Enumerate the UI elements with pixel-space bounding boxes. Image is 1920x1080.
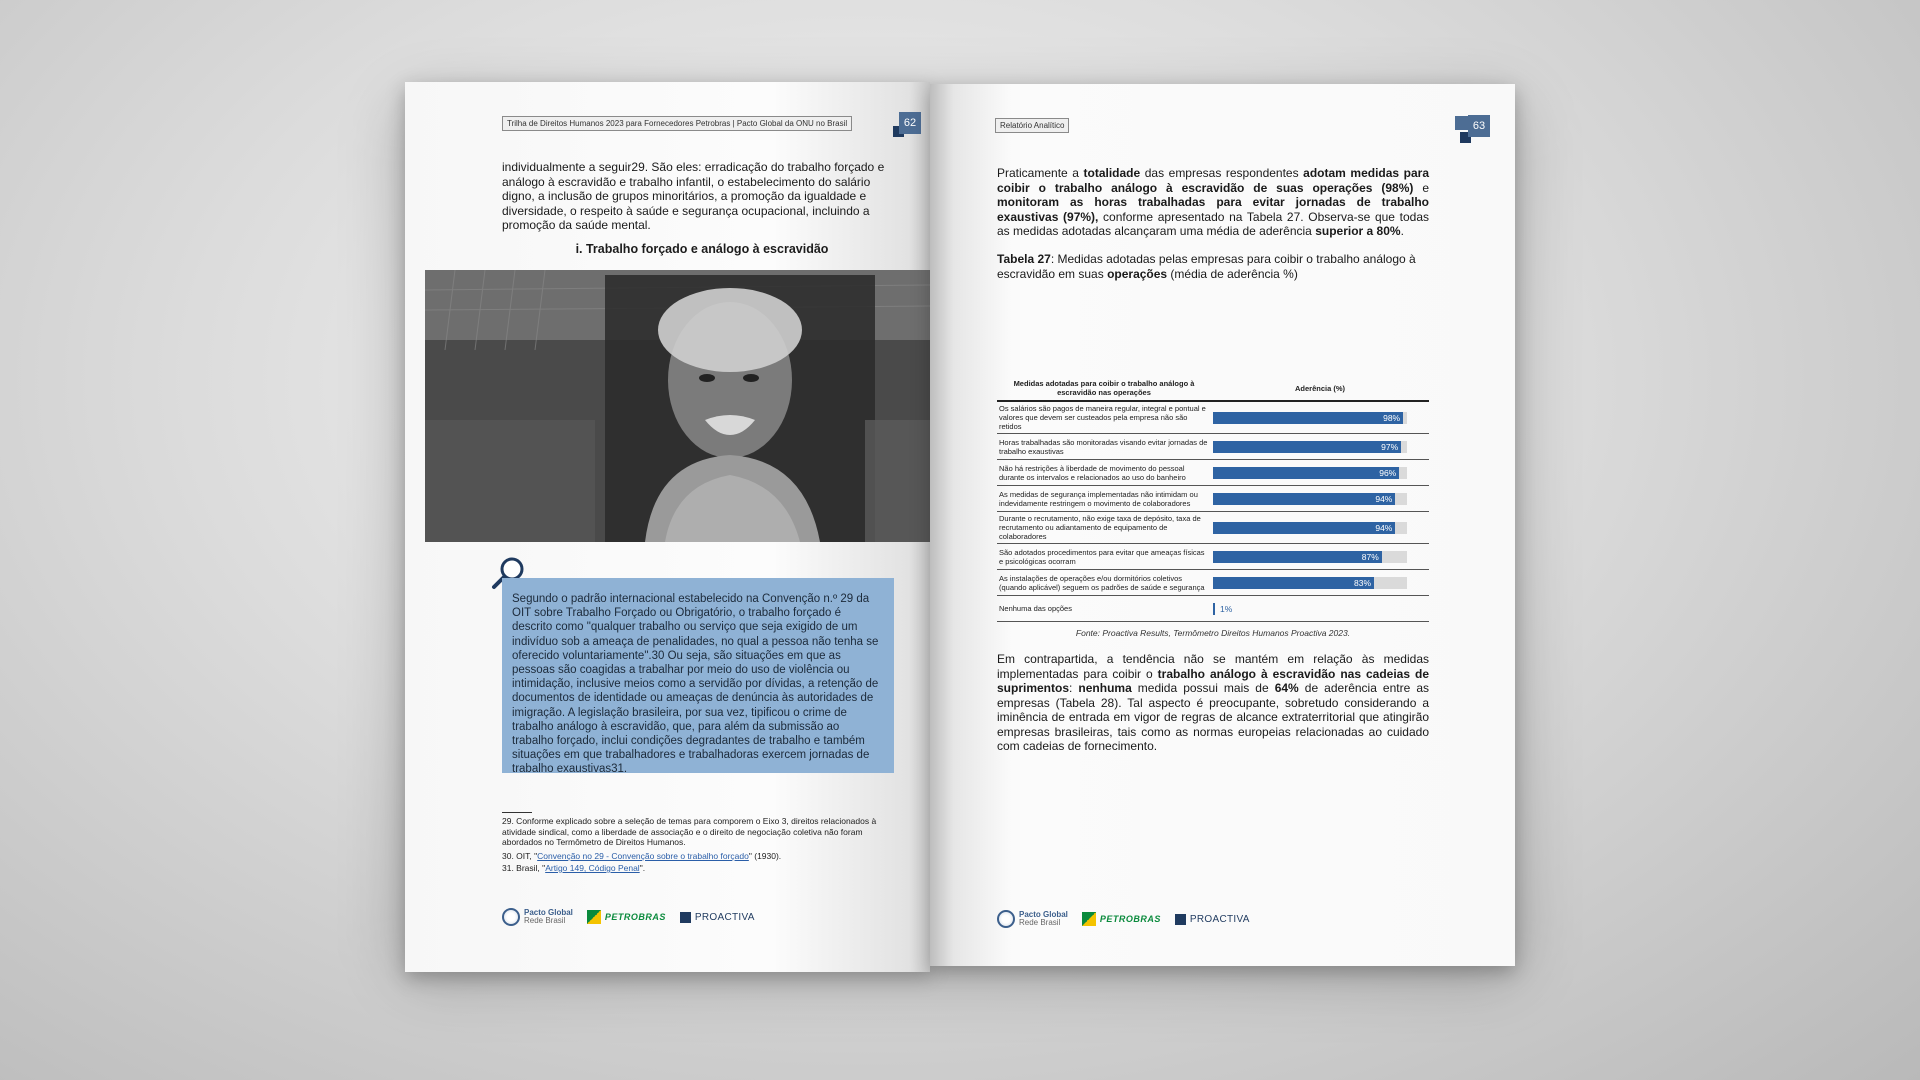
row-bar-cell bbox=[1211, 401, 1429, 434]
row-label: Os salários são pagos de maneira regular, integral e pontual e valores que devem ser custeados pela empresa não são retidos bbox=[997, 401, 1211, 434]
row-bar-cell bbox=[1211, 596, 1429, 622]
row-label: São adotados procedimentos para evitar que ameaças físicas e psicológicas ocorram bbox=[997, 544, 1211, 570]
table-row bbox=[997, 486, 1429, 512]
bar-track bbox=[1213, 577, 1407, 589]
row-bar-cell bbox=[1211, 512, 1429, 544]
right-page-logos bbox=[997, 910, 1250, 928]
table-source: Fonte: Proactiva Results, Termômetro Direitos Humanos Proactiva 2023. bbox=[1075, 628, 1351, 638]
bar-track bbox=[1213, 603, 1407, 615]
row-bar-cell bbox=[1211, 486, 1429, 512]
photo-illustration bbox=[425, 270, 930, 542]
bar-track bbox=[1213, 522, 1407, 534]
portrait-photo bbox=[425, 270, 930, 542]
bar-track bbox=[1213, 493, 1407, 505]
footnote-29: 29. Conforme explicado sobre a seleção de temas para comporem o Eixo 3, direitos relacionados à atividade sindical, como a liberdade de associação e o direito de negociação coletiva não foram abordados no Termômetro de Direitos Humanos. bbox=[502, 816, 877, 847]
bar-value-label: 94% bbox=[1375, 522, 1393, 533]
table-header-measures: Medidas adotadas para coibir o trabalho análogo à escravidão nas operações bbox=[997, 376, 1211, 401]
pacto-global-logo: Pacto Global Rede Brasil bbox=[502, 908, 573, 926]
petrobras-logo: PETROBRAS bbox=[1082, 912, 1161, 926]
right-page-header: Relatório Analítico bbox=[995, 118, 1069, 133]
table-caption: Tabela 27: Medidas adotadas pelas empresas para coibir o trabalho análogo à escravidão em suas operações (média de aderência %) bbox=[997, 252, 1416, 281]
table-header-adherence: Aderência (%) bbox=[1211, 376, 1429, 401]
intro-paragraph: individualmente a seguir29. São eles: erradicação do trabalho forçado e análogo à escravidão e trabalho infantil, o estabelecimento do salário digno, a inclusão de grupos minoritários, a promoção da igualdade e diversidade, o respeito à saúde e segurança ocupacional, incluindo a promoção da saúde mental. bbox=[502, 160, 885, 232]
row-bar-cell bbox=[1211, 460, 1429, 486]
table-row bbox=[997, 512, 1429, 544]
left-page-header: Trilha de Direitos Humanos 2023 para Fornecedores Petrobras | Pacto Global da ONU no Brasil bbox=[502, 116, 852, 131]
section-title: i. Trabalho forçado e análogo à escravidão bbox=[575, 242, 829, 256]
row-label: As medidas de segurança implementadas não intimidam ou indevidamente restringem o movimento de colaboradores bbox=[997, 486, 1211, 512]
proactiva-mark-icon bbox=[1175, 914, 1186, 925]
row-label: Horas trabalhadas são monitoradas visando evitar jornadas de trabalho exaustivas bbox=[997, 434, 1211, 460]
footnote-30-link[interactable]: Convenção no 29 - Convenção sobre o trabalho forçado bbox=[537, 850, 749, 861]
proactiva-logo: PROACTIVA bbox=[1175, 914, 1250, 925]
proactiva-mark-icon bbox=[680, 912, 691, 923]
callout-text: Segundo o padrão internacional estabelecido na Convenção n.º 29 da OIT sobre Trabalho Forçado ou Obrigatório, o trabalho forçado é descrito como "qualquer trabalho ou serviço que seja exigido de um indivíduo sob a ameaça de penalidades, no qual a pessoa não tenha se oferecido voluntariamente".30 Ou seja, são situações em que as pessoas são coagidas a trabalhar por meio do uso de violência ou intimidação, inclusive meios como a servidão por dívidas, a retenção de documentos de identidade ou ameaças de denúncia às autoridades de imigração. A legislação brasileira, por sua vez, tipificou o crime de trabalho análogo à escravidão, que, para além da submissão ao trabalho forçado, inclui condições degradantes de trabalho e também situações em que trabalhadores e trabalhadoras exercem jornadas de trabalho exaustivas31. bbox=[512, 593, 879, 776]
footnote-divider bbox=[502, 812, 532, 813]
right-page-number: 63 bbox=[1468, 115, 1490, 137]
bar-track bbox=[1213, 412, 1407, 424]
bar-track bbox=[1213, 551, 1407, 563]
row-bar-cell bbox=[1211, 434, 1429, 460]
bar-value-label: 1% bbox=[1220, 603, 1233, 614]
table-row bbox=[997, 544, 1429, 570]
globe-icon bbox=[997, 910, 1015, 928]
bar-value-label: 98% bbox=[1383, 412, 1401, 423]
bar-value-label: 96% bbox=[1379, 467, 1397, 478]
right-page bbox=[930, 84, 1515, 966]
table-row bbox=[997, 570, 1429, 596]
petrobras-mark-icon bbox=[1082, 912, 1096, 926]
page-number-decoration bbox=[1455, 116, 1469, 130]
table-row bbox=[997, 401, 1429, 434]
row-label: As instalações de operações e/ou dormitórios coletivos (quando aplicável) seguem os padrões de saúde e segurança bbox=[997, 570, 1211, 596]
row-bar-cell bbox=[1211, 570, 1429, 596]
footnotes bbox=[502, 812, 902, 874]
bar-value-label: 97% bbox=[1381, 441, 1399, 452]
bar-track bbox=[1213, 467, 1407, 479]
row-label: Durante o recrutamento, não exige taxa de depósito, taxa de recrutamento ou adiantamento de equipamento de colaboradores bbox=[997, 512, 1211, 544]
forced-labour-callout bbox=[502, 578, 894, 776]
footnote-31: 31. Brasil, "Artigo 149, Código Penal". bbox=[502, 863, 646, 873]
table-row bbox=[997, 434, 1429, 460]
petrobras-mark-icon bbox=[587, 910, 601, 924]
bar-value-label: 94% bbox=[1375, 493, 1393, 504]
left-page-logos bbox=[502, 908, 755, 926]
left-page bbox=[405, 82, 930, 972]
supply-chain-paragraph: Em contrapartida, a tendência não se mantém em relação às medidas implementadas para coibir o trabalho análogo à escravidão nas cadeias de suprimentos: nenhuma medida possui mais de 64% de aderência entre as empresas (Tabela 28). Tal aspecto é preocupante, sobretudo considerando a iminência de entrada em vigor de regras de alcance extraterritorial que atingirão empresas brasileiras, tais como as normas europeias relacionadas ao cuidado com cadeias de fornecimento. bbox=[997, 652, 1429, 753]
left-page-number: 62 bbox=[899, 112, 921, 134]
bar-track bbox=[1213, 441, 1407, 453]
row-label: Não há restrições à liberdade de movimento do pessoal durante os intervalos e relacionados ao uso do banheiro bbox=[997, 460, 1211, 486]
table-27 bbox=[997, 376, 1429, 622]
footnote-30: 30. OIT, "Convenção no 29 - Convenção sobre o trabalho forçado" (1930). bbox=[502, 850, 782, 861]
petrobras-logo: PETROBRAS bbox=[587, 910, 666, 924]
table-row bbox=[997, 596, 1429, 622]
summary-paragraph: Praticamente a totalidade das empresas respondentes adotam medidas para coibir o trabalho análogo à escravidão de suas operações (98%) e monitoram as horas trabalhadas para evitar jornadas de trabalho exaustivas (97%), conforme apresentado na Tabela 27. Observa-se que todas as medidas adotadas alcançaram uma média de aderência superior a 80%. bbox=[997, 166, 1429, 238]
bar-value-label: 83% bbox=[1354, 577, 1372, 588]
proactiva-logo: PROACTIVA bbox=[680, 912, 755, 923]
pacto-global-logo: Pacto Global Rede Brasil bbox=[997, 910, 1068, 928]
table-row bbox=[997, 460, 1429, 486]
row-bar-cell bbox=[1211, 544, 1429, 570]
bar-value-label: 87% bbox=[1361, 551, 1379, 562]
globe-icon bbox=[502, 908, 520, 926]
footnote-31-link[interactable]: Artigo 149, Código Penal bbox=[545, 863, 640, 873]
row-label: Nenhuma das opções bbox=[997, 596, 1211, 622]
